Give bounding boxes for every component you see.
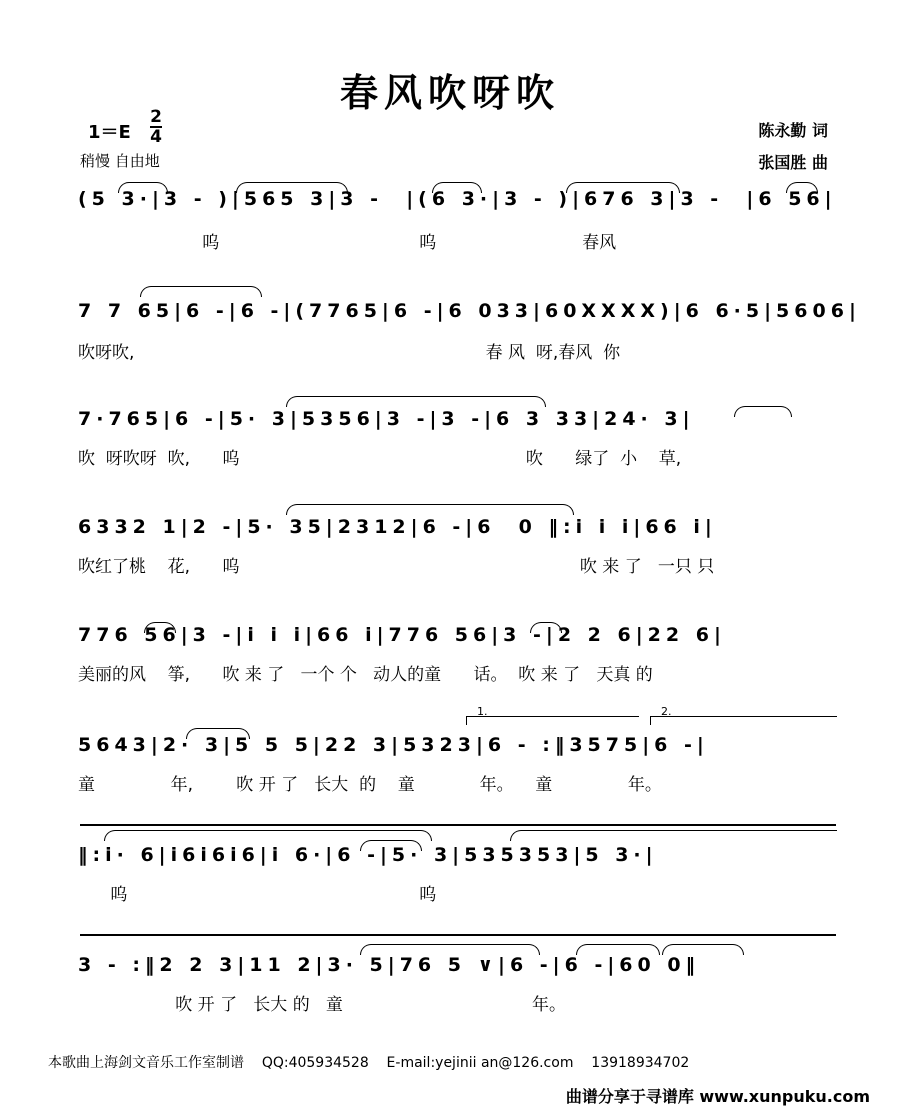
page-title: 春风吹呀吹 — [339, 70, 560, 115]
notation-line: 3 - :‖2 2 3|11 2|3· 5|76 5 ∨|6 -|6 -|60 0‖ — [78, 954, 701, 976]
tempo-marking: 稍慢 自由地 — [80, 152, 160, 170]
site-credit: 曲谱分享于寻谱库 www.xunpuku.com — [565, 1087, 870, 1106]
lyric-line: 童 年, 吹 开 了 长大 的 童 年。 童 年。 — [78, 775, 662, 795]
lyricist: 陈永勤 词 — [758, 121, 828, 140]
lyric-line: 吹 呀吹呀 吹, 呜 吹 绿了 小 草, — [78, 449, 682, 469]
notation-line: 7 7 65|6 -|6 -|(7765|6 -|6 033|60XXXX)|6 6·5|5606| — [78, 300, 861, 322]
notation-line: ‖:i· 6|i6i6i6|i 6·|6 -|5· 3|535353|5 3·| — [78, 844, 658, 866]
studio-credit: 本歌曲上海剑文音乐工作室制谱 — [48, 1055, 244, 1071]
volta-1: 1. — [466, 716, 639, 725]
time-signature-top: 2 — [150, 107, 162, 127]
notation-line: (5 3·|3 - )|565 3|3 - |(6 3·|3 - )|676 3|3 - |6 56| — [78, 188, 837, 210]
lyric-line: 吹 开 了 长大 的 童 年。 — [78, 995, 567, 1015]
key-signature: 1＝E — [88, 122, 131, 143]
notation-line: 7·765|6 -|5· 3|5356|3 -|3 -|6 3 33|24· 3| — [78, 408, 695, 430]
volta-2: 2. — [650, 716, 837, 725]
notation-line: 776 56|3 -|i i i|66 i|776 56|3 -|2 2 6|22 6| — [78, 624, 726, 646]
time-signature-bottom: 4 — [150, 127, 162, 147]
qq-contact: QQ:405934528 — [261, 1055, 369, 1071]
email-contact: E-mail:yejinii an@126.com — [386, 1055, 574, 1071]
phone-contact: 13918934702 — [591, 1055, 690, 1071]
composer: 张国胜 曲 — [758, 153, 828, 172]
notation-line: 6332 1|2 -|5· 35|2312|6 -|6 0 ‖:i i i|66 i| — [78, 516, 717, 538]
lyric-line: 美丽的风 筝, 吹 来 了 一个 个 动人的童 话。 吹 来 了 天真 的 — [78, 665, 653, 685]
lyric-line: 吹呀吹, 春 风 呀,春风 你 — [78, 343, 621, 363]
notation-line: 5643|2· 3|5 5 5|22 3|5323|6 - :‖3575|6 -| — [78, 734, 709, 756]
footer-info — [48, 1052, 689, 1072]
lyric-line: 呜 呜 — [78, 885, 437, 905]
time-signature — [150, 108, 162, 146]
lyric-line: 呜 呜 春风 — [78, 233, 617, 253]
lyric-line: 吹红了桃 花, 呜 吹 来 了 一只 只 — [78, 557, 715, 577]
